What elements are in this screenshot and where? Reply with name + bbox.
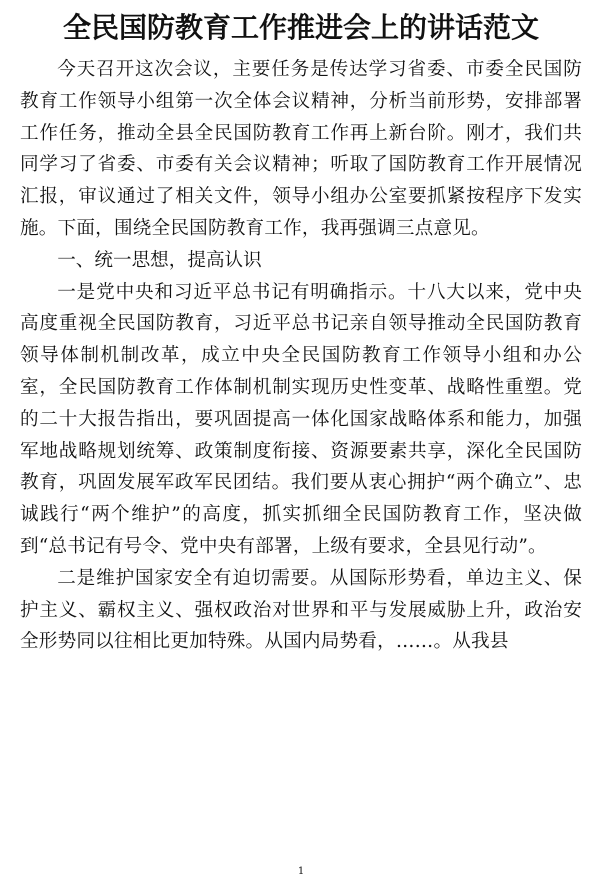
document-title: 全民国防教育工作推进会上的讲话范文 bbox=[62, 11, 539, 44]
point-one-paragraph: 一是党中央和习近平总书记有明确指示。十八大以来，党中央高度重视全民国防教育，习近平总书记亲自领导推动全民国防教育领导体制机制改革，成立中央全民国防教育工作领导小组和办公室，全民国防教育工作体制机制实现历史性变革、战略性重塑。党的二十大报告指出，要巩固提高一体化国家战略体系和能力，加强军地战略规划统筹、政策制度衔接、资源要素共享，深化全民国防教育，巩固发展军政军民团结。我们要从衷心拥护“两个确立”、忠诚践行“两个维护”的高度，抓实抓细全民国防教育工作，坚决做到“总书记有号令、党中央有部署，上级有要求，全县见行动”。 bbox=[20, 281, 582, 557]
point-two-paragraph: 二是维护国家安全有迫切需要。从国际形势看，单边主义、保护主义、霸权主义、强权政治对世界和平与发展威胁上升，政治安全形势同以往相比更加特殊。从国内局势看，……。从我县 bbox=[20, 567, 582, 653]
section-heading: 一、统一思想，提高认识 bbox=[57, 249, 262, 271]
document-body bbox=[20, 54, 582, 658]
intro-paragraph: 今天召开这次会议，主要任务是传达学习省委、市委全民国防教育工作领导小组第一次全体会议精神，分析当前形势，安排部署工作任务，推动全县全民国防教育工作再上新台阶。刚才，我们共同学习了省委、市委有关会议精神；听取了国防教育工作开展情况汇报，审议通过了相关文件，领导小组办公室要抓紧按程序下发实施。下面，围绕全民国防教育工作，我再强调三点意见。 bbox=[20, 59, 582, 239]
page-number: 1 bbox=[297, 866, 305, 877]
